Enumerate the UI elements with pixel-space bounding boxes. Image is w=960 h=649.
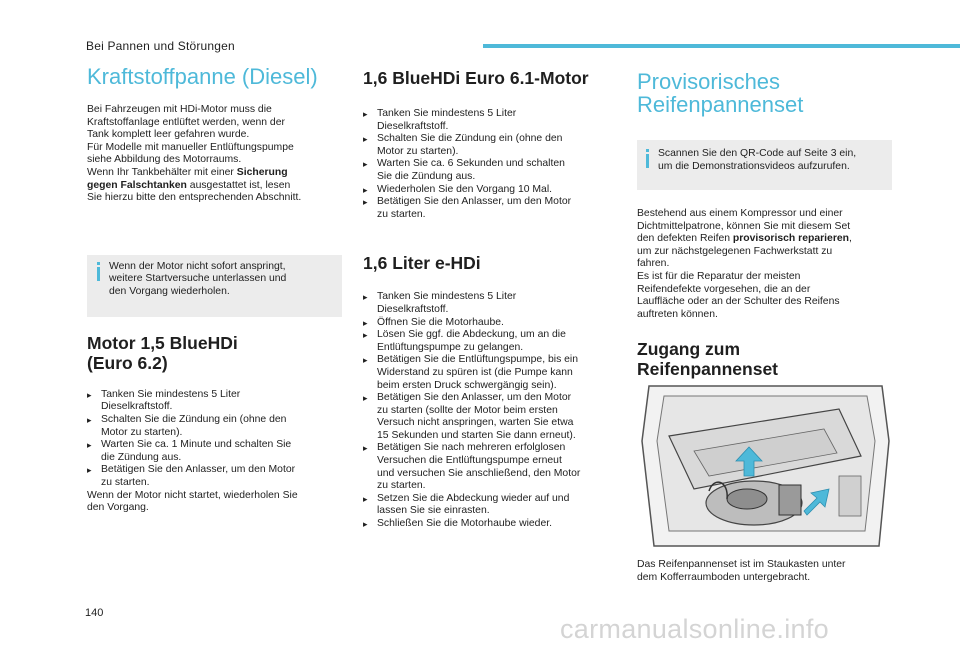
text-fragment: , <box>848 233 852 245</box>
list-item <box>363 392 613 442</box>
watermark: carmanualsonline.info <box>560 614 829 644</box>
step-line: Entlüftungspumpe zu gelangen. <box>377 341 524 353</box>
step-line: und versuchen Sie anschließend, den Motor <box>377 467 581 479</box>
text-line: um zur nächstgelegenen Fachwerkstatt zu <box>637 245 833 257</box>
list-item <box>363 518 613 531</box>
info-line: den Vorgang wiederholen. <box>109 285 230 297</box>
step-line: zu starten. <box>101 476 150 488</box>
step-line: Setzen Sie die Abdeckung wieder auf und <box>377 492 570 504</box>
bullet-mark-icon: ▸ <box>87 465 92 476</box>
bullet-mark-icon: ▸ <box>87 440 92 451</box>
step-line: Versuch nicht anspringen, warten Sie etwa <box>377 417 574 429</box>
step-line: Warten Sie ca. 1 Minute und schalten Sie <box>101 439 292 451</box>
column-kraftstoffpanne <box>87 60 342 515</box>
heading-line: Reifenpannenset <box>637 359 778 380</box>
section-header: Bei Pannen und Störungen <box>86 39 235 53</box>
list-item <box>87 389 342 414</box>
step-line: Betätigen Sie den Anlasser, um den Motor <box>377 196 572 208</box>
bullet-mark-icon: ▸ <box>363 317 368 328</box>
text-line <box>87 167 342 180</box>
list-item <box>87 439 342 464</box>
intro-paragraph <box>87 104 342 205</box>
side-recess <box>839 476 861 516</box>
step-line: Betätigen Sie den Anlasser, um den Motor <box>101 464 296 476</box>
step-line: Dieselkraftstoff. <box>377 303 449 315</box>
section-heading <box>87 333 342 373</box>
bullet-mark-icon: ▸ <box>87 389 92 400</box>
bold-term: Sicherung <box>236 166 288 178</box>
caption-line: Das Reifenpannenset ist im Staukasten unter <box>637 559 846 570</box>
text-line: Für Modelle mit manueller Entlüftungspumpe <box>87 141 294 153</box>
bullet-mark-icon: ▸ <box>363 184 368 195</box>
info-icon <box>97 262 100 265</box>
step-line: Schalten Sie die Zündung ein (ohne den <box>377 133 563 145</box>
list-item <box>363 329 613 354</box>
list-item <box>363 317 613 330</box>
step-line: Sie die Zündung aus. <box>377 170 476 182</box>
step-line: zu starten. <box>377 208 426 220</box>
header-accent-bar <box>483 44 960 48</box>
list-item <box>363 354 613 392</box>
text-fragment: ausgestattet ist, lesen <box>186 179 291 191</box>
text-line: Es ist für die Reparatur der meisten <box>637 270 801 282</box>
info-box <box>637 140 892 190</box>
list-item <box>363 196 613 221</box>
step-line: Dieselkraftstoff. <box>101 401 173 413</box>
bullet-mark-icon: ▸ <box>363 330 368 341</box>
step-line: Tanken Sie mindestens 5 Liter <box>377 108 517 119</box>
step-line: Betätigen Sie die Entlüftungspumpe, bis ein <box>377 354 579 366</box>
caption-line: dem Kofferraumboden untergebracht. <box>637 571 811 583</box>
page-number: 140 <box>85 607 104 619</box>
text-line <box>637 233 892 246</box>
step-line: die Zündung aus. <box>101 451 182 463</box>
column-procedures <box>363 60 613 531</box>
heading-line: Motor 1,5 BlueHDi <box>87 332 238 353</box>
step-line: Motor zu starten). <box>101 426 183 438</box>
section-heading <box>637 339 892 379</box>
step-line: zu starten. <box>377 480 426 492</box>
title-line: Provisorisches <box>637 69 781 94</box>
list-item <box>87 414 342 439</box>
text-line: siehe Abbildung des Motorraums. <box>87 154 242 166</box>
caption-block <box>637 559 892 584</box>
trunk-drawing <box>639 381 892 550</box>
text-line: Lauffläche oder an der Schulter des Reifens <box>637 296 840 308</box>
step-line: Versuchen die Entlüftungspumpe erneut <box>377 455 562 467</box>
step-line: Schließen Sie die Motorhaube wieder. <box>377 518 553 530</box>
step-line: Lösen Sie ggf. die Abdeckung, um an die <box>377 329 566 341</box>
bullet-mark-icon: ▸ <box>363 443 368 454</box>
step-line: Schalten Sie die Zündung ein (ohne den <box>101 413 287 425</box>
step-line: Tanken Sie mindestens 5 Liter <box>101 388 241 400</box>
step-line: Widerstand zu spüren ist (die Pumpe kann <box>377 366 573 378</box>
text-line: Tank komplett leer gefahren wurde. <box>87 129 250 141</box>
step-line: lassen Sie sie einrasten. <box>377 505 490 517</box>
step-list <box>363 108 613 221</box>
text-fragment: Wenn Ihr Tankbehälter mit einer <box>87 166 237 178</box>
closing-paragraph <box>87 490 342 515</box>
step-line: Motor zu starten). <box>377 145 459 157</box>
step-line: Betätigen Sie nach mehreren erfolglosen <box>377 442 566 454</box>
info-line: Scannen Sie den QR-Code auf Seite 3 ein, <box>658 148 857 159</box>
text-line: Bestehend aus einem Kompressor und einer <box>637 208 843 219</box>
heading-line: Zugang zum <box>637 339 741 360</box>
list-item <box>363 184 613 197</box>
text-line: Reifendefekte vorgesehen, die an der <box>637 283 811 295</box>
trunk-illustration <box>639 381 892 550</box>
list-item <box>363 493 613 518</box>
section-heading: 1,6 BlueHDi Euro 6.1-Motor <box>363 68 589 88</box>
step-line: 15 Sekunden und starten Sie dann erneut). <box>377 429 576 441</box>
intro-paragraph <box>637 208 892 321</box>
list-item <box>363 108 613 133</box>
bullet-mark-icon: ▸ <box>363 109 368 119</box>
step-line: Öffnen Sie die Motorhaube. <box>377 316 504 328</box>
text-line <box>87 180 342 193</box>
page-title: Kraftstoffpanne (Diesel) <box>87 64 318 89</box>
step-line: Dieselkraftstoff. <box>377 120 449 132</box>
info-box <box>87 255 342 317</box>
bullet-mark-icon: ▸ <box>363 493 368 504</box>
bullet-mark-icon: ▸ <box>87 414 92 425</box>
text-line: Dichtmittelpatrone, können Sie mit diesem Set <box>637 220 851 232</box>
text-line: Wenn der Motor nicht startet, wiederholen Sie <box>87 489 298 501</box>
step-list <box>87 389 342 490</box>
bullet-mark-icon: ▸ <box>363 292 368 303</box>
compressor <box>727 489 767 509</box>
page-title <box>637 70 892 116</box>
text-line: fahren. <box>637 258 670 270</box>
info-line: um die Demonstrationsvideos aufzurufen. <box>658 160 850 172</box>
info-icon-bar <box>97 267 100 281</box>
step-line: Wiederholen Sie den Vorgang 10 Mal. <box>377 183 553 195</box>
column-reifenpannenset <box>637 60 892 379</box>
list-item <box>87 464 342 489</box>
info-icon <box>646 149 649 152</box>
bold-term: gegen Falschtanken <box>87 179 187 191</box>
step-line: Betätigen Sie den Anlasser, um den Motor <box>377 392 572 404</box>
info-line: weitere Startversuche unterlassen und <box>109 273 287 285</box>
list-item <box>363 442 613 492</box>
figure-caption <box>637 559 892 584</box>
text-fragment: den defekten Reifen <box>637 233 733 245</box>
bullet-mark-icon: ▸ <box>363 134 368 145</box>
section-heading: 1,6 Liter e-HDi <box>363 253 481 274</box>
heading-line: (Euro 6.2) <box>87 352 168 373</box>
step-line: zu starten (sollte der Motor beim ersten <box>377 404 558 416</box>
list-item <box>363 291 613 316</box>
text-line: Sie hierzu bitte den entsprechenden Abschnitt. <box>87 192 302 204</box>
sealant-cartridge <box>779 485 801 515</box>
step-list <box>363 291 613 530</box>
bullet-mark-icon: ▸ <box>363 393 368 404</box>
bullet-mark-icon: ▸ <box>363 197 368 208</box>
bullet-mark-icon: ▸ <box>363 159 368 170</box>
text-line: Kraftstoffanlage entlüftet werden, wenn der <box>87 116 285 128</box>
step-line: Warten Sie ca. 6 Sekunden und schalten <box>377 158 565 170</box>
bold-term: provisorisch reparieren <box>732 233 849 245</box>
bullet-mark-icon: ▸ <box>363 519 368 530</box>
info-icon-bar <box>646 154 649 168</box>
text-line: den Vorgang. <box>87 502 149 514</box>
step-line: beim ersten Druck schwergängig sein). <box>377 379 557 391</box>
step-line: Tanken Sie mindestens 5 Liter <box>377 291 517 303</box>
text-line: Bei Fahrzeugen mit HDi-Motor muss die <box>87 104 272 115</box>
list-item <box>363 158 613 183</box>
text-line: auftreten können. <box>637 308 718 320</box>
bullet-mark-icon: ▸ <box>363 355 368 366</box>
title-line: Reifenpannenset <box>637 92 804 117</box>
list-item <box>363 133 613 158</box>
info-line: Wenn der Motor nicht sofort anspringt, <box>109 260 286 272</box>
